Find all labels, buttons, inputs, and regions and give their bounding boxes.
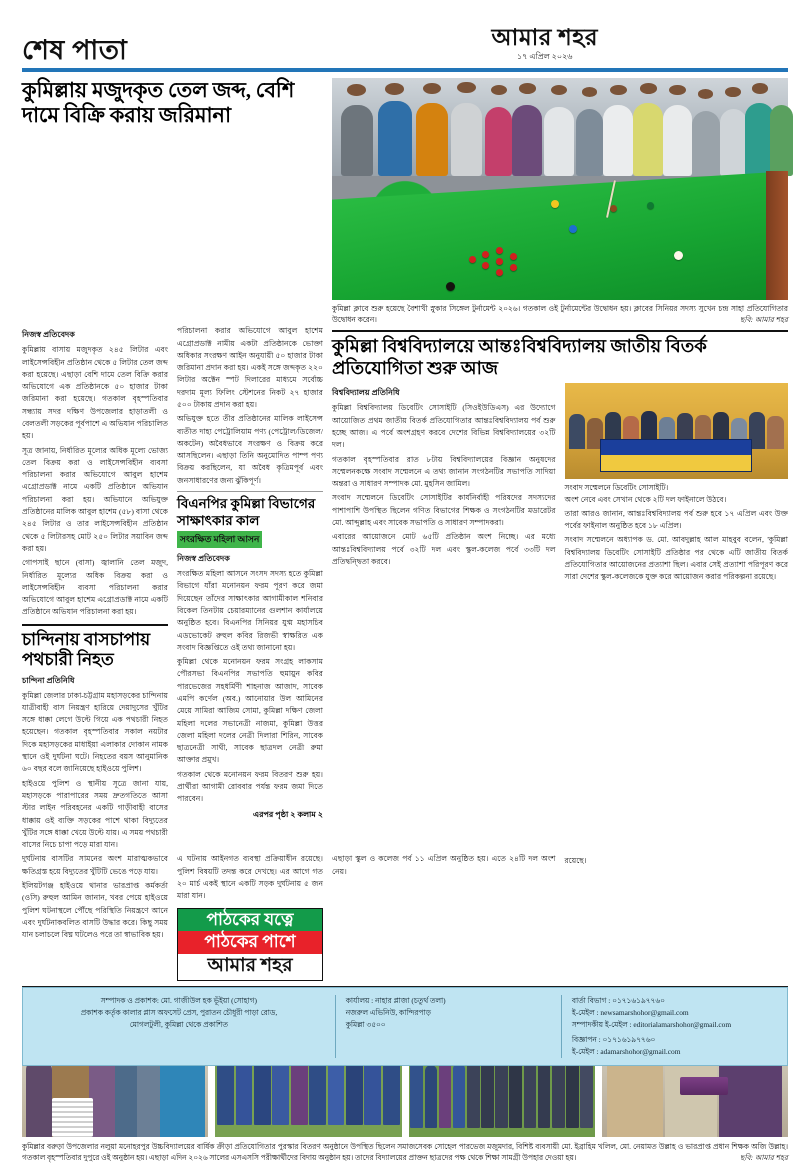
lead-headline-block [22,78,323,325]
footer-col-contact [561,995,777,1058]
debate-byline: বিশ্ববিদ্যালয় প্রতিনিধি [332,388,400,398]
debate-para-3: সংবাদ সম্মেলনে ডিবেটিং সোসাইটির কার্যনির্বাহী পরিষদের সদস্যদের পাশাপাশি উপস্থিত ছিলেন গণিত বিভাগের শিক্ষক ও সংগঠনটির মডারেটর মো. আব্দুল্লাহ এবং সাবেক সভাপতি ও সাধারণ সম্পাদকরা। [332,493,556,528]
promo-line-1: পাঠকের যত্নে [178,909,322,932]
debate-press-photo [565,383,789,479]
debate-right-para-5: রয়েছে। [564,856,587,866]
snooker-photo-credit: ছবি: আমার শহর [739,315,788,325]
bnp-para-1: সংরক্ষিত মহিলা আসনে সংসদ সদস্য হতে কুমিল্লা বিভাগে যাঁরা মনোনয়ন ফরম পূরণ করে জমা দিয়েছেন তাঁদের সাক্ষাৎকার আগামীকাল শনিবার বিকেল তিনটায় চেয়ারম্যানের গুলশান কার্যালয়ে অনুষ্ঠিত হবে। বিএনপির সিনিয়র যুগ্ম মহাসচিব এডভোকেট রুহুল কবির রিজভী স্বাক্ষরিত এক সংবাদ বিজ্ঞপ্তিতে ওই তথ্য জানানো হয়। [177,569,323,652]
footer-col-office [335,995,551,1058]
ball-blue [569,225,577,233]
debate-para-4: এবারের আয়োজনে মোট ৬৫টি প্রতিষ্ঠান অংশ নিচ্ছে। এর মধ্যে আন্তঃবিশ্ববিদ্যালয় পর্বে ৩২টি দল এবং স্কুল-কলেজ পর্বে ৩৩টি দল প্রতিদ্বন্দ্বিতা করবে। [332,532,556,566]
column-3 [332,325,788,851]
snooker-crowd [332,78,788,176]
red-pack-3 [496,247,503,254]
bnp-byline: নিজস্ব প্রতিবেদক [177,554,230,564]
brand-name: আমার শহর [491,24,598,50]
accident-para-3: দুর্ঘটনায় বাসটির সামনের অংশ মারাত্মকভাবে ক্ষতিগ্রস্ত হয়ে বিদ্যুতের খুঁটিটি ভেঙে পড়ে যায়। [22,854,168,876]
debate-right-para-4: এছাড়া স্কুল ও কলেজ পর্ব ১১ এপ্রিল অনুষ্ঠিত হয়। এতে ২৪টি দল অংশ নেয়। [332,854,556,876]
bnp-kicker: সংরক্ষিত মহিলা আসন [177,531,262,548]
footer-ad-phone[interactable]: বিজ্ঞাপন : ০১৭১৬১৯৭৭৬০ [571,1034,656,1044]
footer-editorial-email[interactable]: সম্পাদকীয় ই-মেইল : editorialamarshohor@gmail.com [571,1020,732,1030]
snooker-table [332,171,788,300]
debate-right-para-2: তারা আরও জানান, আন্তঃবিশ্ববিদ্যালয় পর্ব শুরু হবে ১৭ এপ্রিল এবং উক্ত পর্বের ফাইনাল অনুষ্ঠিত হবে ১৮ এপ্রিল। [564,508,788,531]
column-1-cont [22,853,168,981]
debate-stage-banner [600,439,752,472]
bnp-para-2: কুমিল্লা থেকে মনোনয়ন ফরম সংগ্রহ লাকসাম পৌরসভা বিএনপির সভাপতি হুমায়ুন কবির পারভেজের সহধর্মিণী শাহনাজ আজাদ, সাবেক এমপি কর্ণেল (অব.) আনোয়ার উল আমিনের মেয়ে সামিরা আজিম সোমা, কুমিল্লা দক্ষিণ জেলা মহিলা দলের সভানেত্রী নাজমা, কুমিল্লা উত্তর জেলা মহিলা দলের নেত্রী দিলারা শিরিন, সাবেক ছাত্রনেত্রী সাথী, সাবেক ছাত্রদল নেত্রী রুমা আক্তার প্রমুখ। [177,657,323,765]
lead-para-1: কুমিল্লায় বাসায় মজুদকৃত ২৪৫ লিটার এবং লাইসেন্সবিহীন প্রতিষ্ঠান থেকে ৫ লিটার তেল জব্দ করা হয়েছে। এছাড়া বেশি দামে তেল বিক্রি করার অভিযোগে এক প্রতিষ্ঠানকে ৫০ হাজার টাকা জরিমানা করা হয়েছে। গতকাল বৃহস্পতিবার সন্ধ্যায় সদর দক্ষিণ উপজেলার হাড়াতলী ও বেলতলী সড়কের পূর্বপাশে এ অভিযান পরিচালিত হয়। [22,345,168,441]
bnp-para-3: গতকাল থেকে মনোনয়ন ফরম বিতরণ শুরু হয়। প্রার্থীরা আগামী রোববার পর্যন্ত ফরম জমা দিতে পারবেন। [177,769,323,804]
footer-press-line-2: মোগলটুলী, কুমিল্লা থেকে প্রকাশিত [129,1020,228,1030]
bnp-jump-line[interactable]: এরপর পৃষ্ঠা ২ কলাম ২ [252,809,323,819]
bottom-photo-caption [22,1141,788,1163]
snooker-rail [766,171,788,300]
hero-photo-block [332,78,788,325]
footer-bar [22,987,788,1066]
snooker-photo [332,78,788,300]
accident-para-5: এ ঘটনায় আইনগত ব্যবস্থা প্রক্রিয়াধীন রয়েছে। পুলিশ বিষয়টি তদন্ত করে দেখছে। এর আগে গত ২০ মার্চ একই স্থানে একটি সড়ক দুর্ঘটনায় ৫ জন মারা যান। [177,854,323,901]
footer-news-email[interactable]: ই-মেইল : newsamarshohor@gmail.com [571,1008,689,1018]
debate-headline: কুমিল্লা বিশ্ববিদ্যালয়ে আন্তঃবিশ্ববিদ্যালয় জাতীয় বিতর্ক প্রতিযোগিতা শুরু আজ [332,336,707,378]
debate-right-para-3: সংবাদ সম্মেলনে অধ্যাপক ড. মো. আবদুল্লাহ আল মাহবুব বলেন, 'কুমিল্লা বিশ্ববিদ্যালয় ডিবেটিং সোসাইটি প্রতিষ্ঠার পর থেকে এটি জাতীয় বিতর্ক প্রতিযোগিতার আয়োজনের প্রত্যাশা ছিল। এবার সেই প্রত্যাশা পরিপূরণ করে সারা দেশের স্কুল-কলেজকে যুক্ত করে আয়োজন করার পরিকল্পনা রয়েছে। [564,535,788,582]
debate-para-2: গতকাল বৃহস্পতিবার রাত ৮টায় বিশ্ববিদ্যালয়ের বিজ্ঞান অনুষদের সম্মেলনকক্ষে সংবাদ সম্মেলনে এ তথ্য জানান সংগঠনটির সভাপতি সাদিয়া অন্তরা ও সাধারণ সম্পাদক মো. মুহসিন জামিল। [332,454,556,489]
main-grid [22,78,788,851]
lead-para-3: গোপসাই ছানে (বাসা) জ্বালানি তেল মজুদ, নির্ধারিত মূল্যের অধিক বিক্রয় করা ও লাইসেন্সবিহীন ব্যবসা পরিচালনা করার অভিযোগে আবুল হাশেম এগ্রোপ্রডাক্ট নামে একটি প্রতিষ্ঠানে অভিযান পরিচালনা করা হয়। [22,558,168,617]
column-1 [22,325,168,851]
footer-office-line-1: কার্যালয় : নাহার প্লাজা (চতুর্থ তলা) [345,995,446,1005]
lead-para-2: সূত্র জানায়, নির্ধারিত মূল্যের অধিক মূল্যে ভোজ্য তেল বিক্রয় করা ও লাইসেন্সবিহীন ব্যবসা পরিচালনা করার অভিযোগে আবুল হাশেম এগ্রোপ্রডাক্ট নামে একটি প্রতিষ্ঠানে অভিযান পরিচালনা করা হয়। অভিযানে অভিযুক্ত প্রতিষ্ঠানের মালিক আবুল হাশেম (৫৮) বাসা থেকে ২৪৫ লিটার ও তার লাইসেন্সবিহীন প্রতিষ্ঠান থেকে ৫ লিটারসহ মোট ২৫০ লিটার সয়াবিন জব্দ করা হয়। [22,445,168,553]
footer-office-line-3: কুমিল্লা ৩৫০০ [345,1020,386,1030]
secondary-grid [22,853,788,981]
column-3-cont [332,853,788,981]
ball-yellow [551,200,559,208]
red-pack-1 [469,256,476,263]
brand-block [491,26,788,64]
divider-3 [332,330,788,332]
footer-news-phone[interactable]: বার্তা বিভাগ : ০১৭১৬১৯৭৭৬০ [571,995,665,1005]
snooker-caption-text: কুমিল্লা ক্লাবে শুরু হয়েছে বৈশাখী স্নুকার সিঙ্গেল টুর্নামেন্ট ২০২৬। গতকাল ওই টুর্নামেন্টের উদ্বোধন হয়। ক্লাবের সিনিয়র সদস্য সুখেন চন্দ্র সাহা প্রতিযোগিতার উদ্বোধন করেন। [332,304,788,325]
footer-press-line: প্রকাশক কর্তৃক কালার প্লাস অফসেট প্রেস, পুরাতন চৌধুরী পাড়া রোড, [80,1008,278,1018]
footer-col-publisher [33,995,325,1058]
red-pack-5 [496,258,503,265]
award-plates [52,1098,93,1137]
divider-2 [177,491,323,492]
accident-para-2: হাইওয়ে পুলিশ ও স্থানীয় সূত্রে জানা যায়, মহাসড়কে পারাপারের সময় দ্রুতগতিতে আসা স্টার লাইন পরিবহনের একটি গাড়ীবাহী বাসের ধাক্কায় ওই ব্যক্তি সড়কের পাশে থাকা বিদ্যুতের খুঁটির সঙ্গে ধাক্কা খেয়ে উল্টে যায়। এ সময় পথচারী বাসের নিচে চাপা পড়ে মারা যান। [22,778,168,850]
accident-para-4: ইলিয়টগঞ্জ হাইওয়ে থানার ভারপ্রাপ্ত কর্মকর্তা (ওসি) রুহুল আমিন জানান, খবর পেয়ে হাইওয়ে পুলিশ ঘটনাস্থলে পৌঁছে পরিস্থিতি নিয়ন্ত্রণে আনে এবং দুর্ঘটনাকবলিত বাসটি উদ্ধার করে। কিছু সময় যান চলাচলে বিঘ্ন ঘটলেও পরে তা স্বাভাবিক হয়। [22,880,168,940]
red-pack-7 [496,269,503,276]
issue-date: ১৭ এপ্রিল ২০২৬ [516,52,573,61]
lead-c2-para-2: অভিযুক্ত হতে তীর প্রতিষ্ঠানের মালিক লাইসেন্স ব্যতীত দাহ্য পেট্রোলিয়াম পণ্য (পেট্রোল/ডিজেল/অকটেন) অবৈধভাবে সংরক্ষণ ও বিক্রয় করে আসছিলেন। এছাড়া তিনি অনুমোদিত পাম্প পণ্য বিক্রয় করছিলেন, যা অবৈধ কৃত্রিমপূর্ব এবং জনসাধারণের জন্য ঝুঁকিপূর্ণ। [177,414,323,485]
gift-box [680,1077,728,1095]
accident-byline: চান্দিনা প্রতিনিধি [22,675,75,685]
footer-wrap [22,985,788,1066]
column-2 [177,325,323,851]
snooker-caption [332,303,788,325]
debate-photo-col [565,383,789,583]
footer-editor-line: সম্পাদক ও প্রকাশক: মো. গাজীউল হক ভূঁইয়া (সোহাগ) [100,995,257,1005]
page-flag: শেষ পাতা [22,35,128,65]
debate-para-1: কুমিল্লা বিশ্ববিদ্যালয় ডিবেটিং সোসাইটি (সিওইউডিএস) এর উদ্যোগে আয়োজিত প্রথম জাতীয় বিতর্ক প্রতিযোগিতার আন্তঃবিশ্ববিদ্যালয় পর্ব শুরু হচ্ছে আজ। এ পর্বে অংশগ্রহণ করবে দেশের বিভিন্ন বিশ্ববিদ্যালয়ের ৩২টি দল। [332,403,556,450]
footer-ad-email[interactable]: ই-মেইল : adamarshohor@gmail.com [571,1046,681,1056]
bnp-headline: বিএনপির কুমিল্লা বিভাগের সাক্ষাৎকার কাল [177,496,316,528]
bottom-photo-credit: ছবি: আমার শহর [739,1153,788,1163]
promo-line-2: পাঠকের পাশে [178,931,322,954]
debate-text-col [332,383,556,583]
masthead [22,18,788,64]
promo-brand: আমার শহর [178,954,322,980]
lead-c2-para-1: পরিচালনা করার অভিযোগে আবুল হাশেম এগ্রোপ্রডাক্ট নামীয় একটা প্রতিষ্ঠানকে ভোক্তা অধিকার সংরক্ষণ আইন অনুযায়ী ৫০ হাজার টাকা জরিমানা প্রদান করা হয়। একই সঙ্গে জব্দকৃত ২২০ লিটার অক্টেন স্পট দিলারের মাধ্যমে সর্বোচ্চ দরদাম মূল্য ফিলিং স্টেশনের নিকট ২৭ হাজার ৫০০ টাকায় প্রদান করা হয়। [177,326,323,409]
debate-photo-caption: সংবাদ সম্মেলনে ডিবেটিং সোসাইটি। [564,483,669,493]
masthead-rule [22,68,788,72]
ball-green [647,202,654,209]
divider-1 [22,624,168,626]
accident-para-1: কুমিল্লা জেলার ঢাকা-চট্টগ্রাম মহাসড়কের চান্দিনায় যাত্রীবাহী বাস নিয়ন্ত্রণ হারিয়ে দেয়াদুসের খুঁটির সঙ্গে ধাক্কা লেগে উল্টে গিয়ে এক পথচারী নিহত হয়েছেন। গতকাল বৃহস্পতিবার সকাল নয়টার দিকে মহাসড়কের মাধাইয়া এলাকার দোকান নামক স্থানে ওই দুর্ঘটনা ঘটে। নিহতের বয়স আনুমানিক ৬০ বছর বলে জানিয়েছে হাইওয়ে পুলিশ। [22,690,168,774]
column-2-cont [177,853,323,981]
lead-byline: নিজস্ব প্রতিবেদক [22,330,75,340]
promo-ad[interactable] [177,908,323,982]
lead-headline: কুমিল্লায় মজুদকৃত তেল জব্দ, বেশি দামে বিক্রি করায় জরিমানা [22,78,295,127]
bottom-caption-text: কুমিল্লার বরুড়া উপজেলার নলুয়া মনোহরপুর উচ্চবিদ্যালয়ের বার্ষিক ক্রীড়া প্রতিযোগিতার পুরস্কার বিতরণ অনুষ্ঠানে উপস্থিত ছিলেন সমাজসেবক সোহেল পারভেজ মজুমদার, বিশিষ্ট ব্যবসায়ী মো. ইব্রাহিম খলিল, মো. নেয়ামত উল্লাহ ও ভারপ্রাপ্ত প্রধান শিক্ষক অজি উল্লাহ। গতকাল বৃহস্পতিবার দুপুরে ওই অনুষ্ঠান হয়। এছাড়া এদিন ২০২৬ সালের এসএসসি পরীক্ষার্থীদের বিদায় অনুষ্ঠান হয়। তাদের বিদ্যালয়ের প্রাক্তন ছাত্রদের পক্ষ থেকে শিক্ষা সামগ্রী উপহার দেওয়া হয়। [22,1142,788,1163]
debate-right-para-1: অংশ নেবে এবং সেখান থেকে ২টি দল ফাইনালে উঠবে। [564,494,727,504]
accident-headline: চান্দিনায় বাসচাপায় পথচারী নিহত [22,629,151,670]
ball-brown [610,205,617,212]
footer-office-line-2: নজরুল এভিনিউ, কান্দিরপাড় [345,1008,431,1018]
